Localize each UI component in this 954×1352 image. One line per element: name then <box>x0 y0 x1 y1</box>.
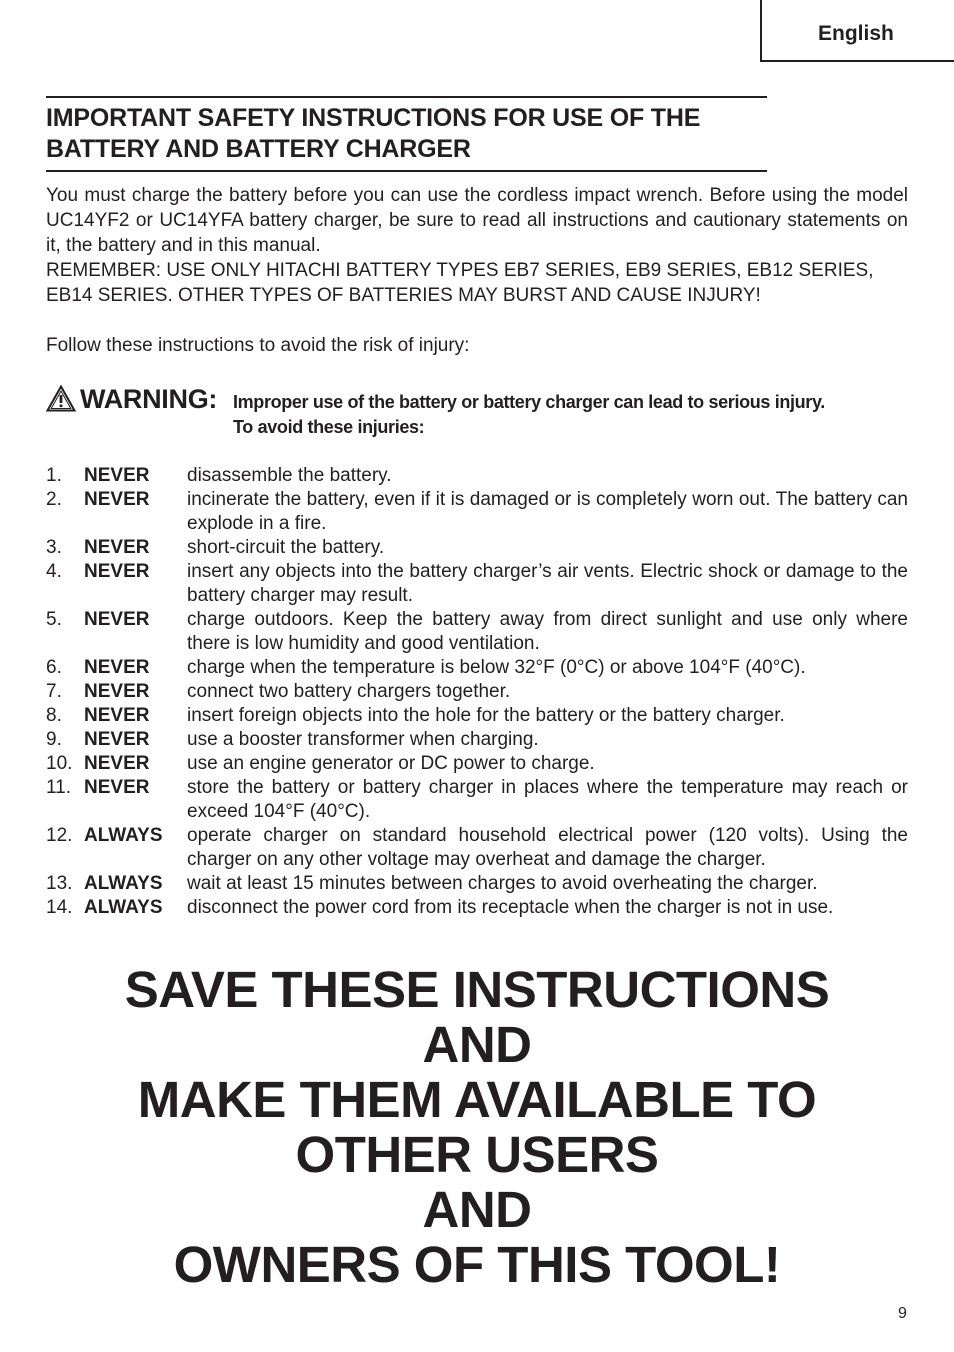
rule-keyword: NEVER <box>84 657 150 678</box>
language-label: English <box>818 22 894 45</box>
intro-text <box>46 183 908 308</box>
rule-item <box>46 896 908 920</box>
rule-number: 13. <box>46 873 73 894</box>
save-line-2: AND <box>422 1016 532 1073</box>
save-line-4: OTHER USERS <box>295 1126 659 1183</box>
rule-text: insert any objects into the battery charger’s air vents. Electric shock or damage to the battery charger may result. <box>187 561 908 606</box>
rule-number: 4. <box>46 561 62 582</box>
save-line-3: MAKE THEM AVAILABLE TO <box>137 1071 817 1128</box>
rule-number: 12. <box>46 825 73 846</box>
rule-keyword: NEVER <box>84 777 150 798</box>
rule-item <box>46 608 908 656</box>
rule-number: 9. <box>46 729 62 750</box>
rule-item <box>46 680 908 704</box>
rule-text: charge when the temperature is below 32°F (0°C) or above 104°F (40°C). <box>187 657 806 678</box>
rule-item <box>46 464 908 488</box>
rule-text: short-circuit the battery. <box>187 537 385 558</box>
warning-line-2: To avoid these injuries: <box>233 417 425 437</box>
intro-paragraph: You must charge the battery before you can use the cordless impact wrench. Before using the model UC14YF2 or UC14YFA battery charger, be sure to read all instructions and cautionary statements on it, the battery and in this manual. <box>46 185 908 256</box>
safety-rules-list <box>46 464 908 920</box>
rule-text: store the battery or battery charger in places where the temperature may reach or exceed 104°F (40°C). <box>187 777 908 822</box>
rule-keyword: NEVER <box>84 729 150 750</box>
rule-item <box>46 488 908 536</box>
rule-text: disassemble the battery. <box>187 465 392 486</box>
rule-number: 11. <box>46 777 72 798</box>
rule-keyword: NEVER <box>84 537 150 558</box>
rule-keyword: NEVER <box>84 489 150 510</box>
rule-text: operate charger on standard household electrical power (120 volts). Using the charger on any other voltage may overheat and damage the charger. <box>187 825 908 870</box>
rule-item <box>46 560 908 608</box>
section-heading <box>46 96 767 172</box>
warning-triangle-icon <box>46 385 76 412</box>
save-instructions-banner <box>0 962 954 1292</box>
rule-item <box>46 752 908 776</box>
rule-keyword: NEVER <box>84 681 150 702</box>
rule-number: 3. <box>46 537 62 558</box>
rule-keyword: ALWAYS <box>84 873 163 894</box>
remember-notice: REMEMBER: USE ONLY HITACHI BATTERY TYPES EB7 SERIES, EB9 SERIES, EB12 SERIES, EB14 SERIES. OTHER TYPES OF BATTERIES MAY BURST AND CAUSE INJURY! <box>46 260 874 306</box>
section-title <box>46 103 767 165</box>
rule-text: charge outdoors. Keep the battery away from direct sunlight and use only where there is low humidity and good ventilation. <box>187 609 908 654</box>
rule-number: 14. <box>46 897 73 918</box>
warning-label: WARNING: <box>80 384 218 414</box>
rule-text: use a booster transformer when charging. <box>187 729 539 750</box>
save-line-5: AND <box>422 1181 532 1238</box>
rule-item <box>46 824 908 872</box>
rule-text: insert foreign objects into the hole for the battery or the battery charger. <box>187 705 785 726</box>
rule-number: 5. <box>46 609 62 630</box>
rule-number: 1. <box>46 465 62 486</box>
rule-text: wait at least 15 minutes between charges to avoid overheating the charger. <box>187 873 818 894</box>
save-line-6: OWNERS OF THIS TOOL! <box>173 1236 781 1293</box>
rule-number: 7. <box>46 681 62 702</box>
rule-number: 8. <box>46 705 62 726</box>
rule-item <box>46 704 908 728</box>
rule-keyword: NEVER <box>84 705 150 726</box>
save-line-1: SAVE THESE INSTRUCTIONS <box>124 961 830 1018</box>
section-title-line-2: BATTERY AND BATTERY CHARGER <box>46 135 471 163</box>
rule-item <box>46 536 908 560</box>
rule-keyword: ALWAYS <box>84 897 163 918</box>
rule-item <box>46 872 908 896</box>
rule-number: 6. <box>46 657 62 678</box>
follow-instructions-text: Follow these instructions to avoid the risk of injury: <box>46 335 470 356</box>
rule-keyword: NEVER <box>84 609 150 630</box>
rule-item <box>46 656 908 680</box>
language-tab <box>760 0 954 62</box>
rule-item <box>46 776 908 824</box>
rule-keyword: ALWAYS <box>84 825 163 846</box>
warning-text <box>233 390 910 440</box>
rule-text: use an engine generator or DC power to charge. <box>187 753 595 774</box>
rule-keyword: NEVER <box>84 561 150 582</box>
rule-number: 10. <box>46 753 73 774</box>
rule-text: disconnect the power cord from its receptacle when the charger is not in use. <box>187 897 834 918</box>
rule-keyword: NEVER <box>84 753 150 774</box>
rule-keyword: NEVER <box>84 465 150 486</box>
rule-item <box>46 728 908 752</box>
warning-line-1: Improper use of the battery or battery charger can lead to serious injury. <box>233 392 825 412</box>
rule-text: incinerate the battery, even if it is damaged or is completely worn out. The battery can explode in a fire. <box>187 489 908 534</box>
section-title-line-1: IMPORTANT SAFETY INSTRUCTIONS FOR USE OF THE <box>46 104 701 132</box>
rule-number: 2. <box>46 489 62 510</box>
rule-text: connect two battery chargers together. <box>187 681 511 702</box>
page-number: 9 <box>898 1305 907 1322</box>
